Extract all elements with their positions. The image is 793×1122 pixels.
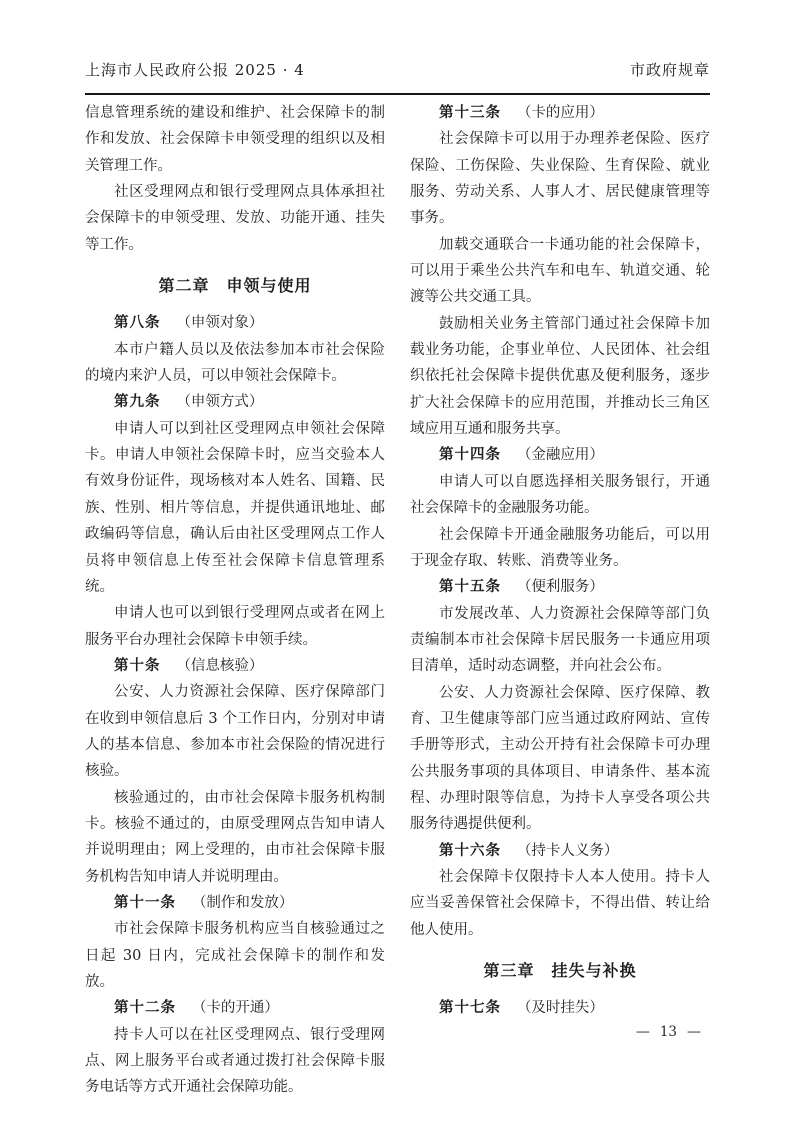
body-paragraph: 加载交通联合一卡通功能的社会保障卡，可以用于乘坐公共汽车和电车、轨道交通、轮渡等公共交通工具。 [410, 236, 710, 306]
page-number: 13 [659, 1024, 677, 1040]
body-paragraph: 公安、人力资源社会保障、医疗保障、教育、卫生健康等部门应当通过政府网站、宣传手册等形式，主动公开持有社会保障卡可办理公共服务事项的具体项目、申请条件、基本流程、办理时限等信息，为持卡人享受各项公共服务待遇提供便利。 [410, 684, 710, 833]
article-heading [85, 310, 385, 336]
article-heading [410, 574, 710, 600]
body-paragraph: 核验通过的，由市社会保障卡服务机构制卡。核验不通过的，由原受理网点告知申请人并说明理由；网上受理的，由市社会保障卡服务机构告知申请人并说明理由。 [85, 789, 385, 885]
page-header [85, 59, 710, 80]
article-title: （申领方式） [176, 394, 264, 411]
article-title: （卡的开通） [191, 1000, 279, 1017]
article-title: （便利服务） [516, 579, 604, 596]
article-heading [410, 995, 710, 1021]
right-column [410, 100, 710, 1101]
article-number: 第十七条 [439, 999, 501, 1017]
body-paragraph: 市社会保障卡服务机构应当自核验通过之日起 30 日内，完成社会保障卡的制作和发放。 [85, 921, 385, 990]
body-paragraph: 信息管理系统的建设和维护、社会保障卡的制作和发放、社会保障卡申领受理的组织以及相关管理工作。 [85, 105, 385, 174]
body-paragraph: 社会保障卡可以用于办理养老保险、医疗保险、工伤保险、失业保险、生育保险、就业服务、劳动关系、人事人才、居民健康管理等事务。 [410, 131, 710, 227]
header-publication-title: 上海市人民政府公报 2025 · 4 [85, 61, 305, 79]
header-section-label: 市政府规章 [629, 61, 710, 79]
article-heading [410, 442, 710, 468]
body-paragraph: 鼓励相关业务主管部门通过社会保障卡加载业务功能，企事业单位、人民团体、社会组织依托社会保障卡提供优惠及便利服务，逐步扩大社会保障卡的应用范围，并推动长三角区域应用互通和服务共享。 [410, 315, 710, 438]
article-title: （信息核验） [176, 657, 264, 674]
article-number: 第十六条 [439, 841, 501, 859]
footer-dash-right: — [687, 1024, 701, 1040]
header-rule [85, 93, 710, 95]
left-column [85, 100, 385, 1101]
article-title: （制作和发放） [191, 894, 294, 911]
article-title: （持卡人义务） [516, 842, 619, 859]
article-heading [85, 653, 385, 679]
body-paragraph: 申请人也可以到银行受理网点或者在网上服务平台办理社会保障卡申领手续。 [85, 605, 385, 648]
article-number: 第八条 [114, 314, 161, 332]
article-number: 第十条 [114, 656, 161, 674]
footer-dash-left: — [635, 1024, 650, 1040]
article-title: （申领对象） [176, 315, 264, 332]
body-paragraph: 本市户籍人员以及依法参加本市社会保险的境内来沪人员，可以申领社会保障卡。 [85, 341, 385, 385]
chapter-heading: 第二章 申领与使用 [158, 276, 312, 296]
article-heading [410, 100, 710, 126]
body-paragraph: 社会保障卡仅限持卡人本人使用。持卡人应当妥善保管社会保障卡，不得出借、转让给他人使用。 [410, 868, 710, 938]
body-paragraph: 公安、人力资源社会保障、医疗保障部门在收到申领信息后 3 个工作日内，分别对申请人的基本信息、参加本市社会保险的情况进行核验。 [85, 684, 385, 780]
article-heading [410, 838, 710, 864]
article-heading [85, 995, 385, 1021]
article-title: （及时挂失） [516, 1000, 604, 1017]
article-number: 第十四条 [439, 446, 501, 464]
page-footer [636, 1024, 701, 1040]
body-paragraph: 市发展改革、人力资源社会保障等部门负责编制本市社会保障卡居民服务一卡通应用项目清单，适时动态调整，并向社会公布。 [410, 605, 710, 675]
article-number: 第十五条 [439, 578, 501, 596]
article-heading [85, 389, 385, 415]
article-title: （卡的应用） [516, 105, 604, 121]
body-paragraph: 社会保障卡开通金融服务功能后，可以用于现金存取、转账、消费等业务。 [410, 526, 710, 569]
article-heading [85, 890, 385, 916]
article-number: 第九条 [114, 393, 161, 411]
article-number: 第十三条 [439, 104, 501, 121]
article-number: 第十一条 [114, 893, 176, 911]
body-paragraph: 申请人可以到社区受理网点申领社会保障卡。申请人申领社会保障卡时，应当交验本人有效身份证件，现场核对本人姓名、国籍、民族、性别、相片等信息，并提供通讯地址、邮政编码等信息，确认后由社区受理网点工作人员将申领信息上传至社会保障卡信息管理系统。 [85, 420, 385, 595]
body-paragraph: 持卡人可以在社区受理网点、银行受理网点、网上服务平台或者通过拨打社会保障卡服务电话等方式开通社会保障功能。 [85, 1026, 385, 1096]
body-paragraph: 申请人可以自愿选择相关服务银行，开通社会保障卡的金融服务功能。 [410, 473, 710, 517]
page-content [85, 100, 710, 1101]
chapter-heading: 第三章 挂失与补换 [483, 961, 637, 980]
body-paragraph: 社区受理网点和银行受理网点具体承担社会保障卡的申领受理、发放、功能开通、挂失等工作。 [85, 184, 385, 253]
article-title: （金融应用） [516, 447, 604, 464]
article-number: 第十二条 [114, 999, 176, 1017]
